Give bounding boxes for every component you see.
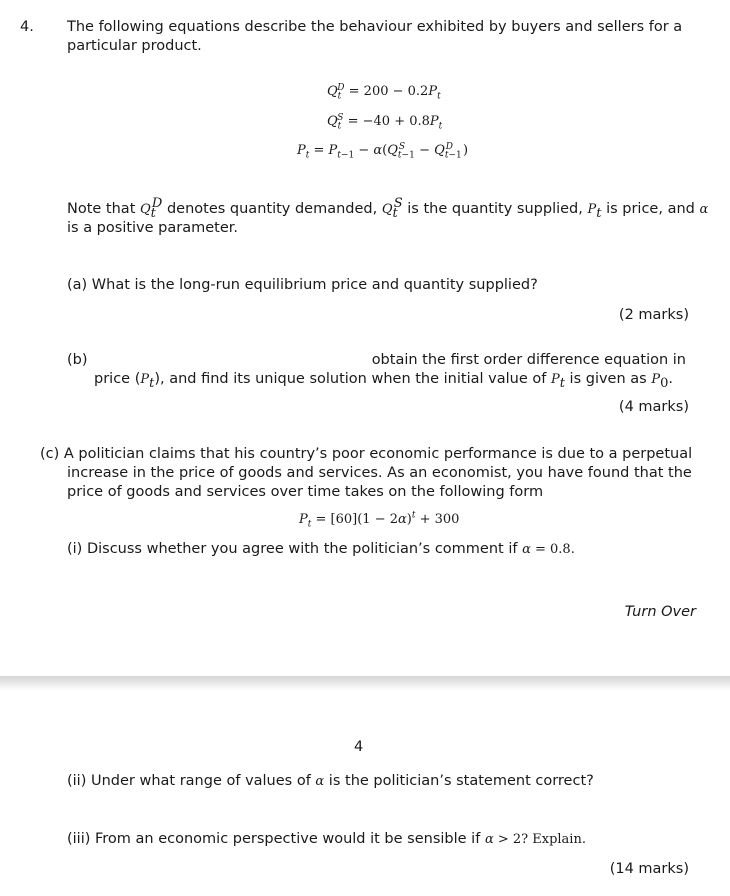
page-number: 4 bbox=[354, 739, 364, 755]
part-b-marks: (4 marks) bbox=[618, 399, 689, 415]
part-b-line-1: obtain the first order difference equation in bbox=[371, 352, 686, 368]
part-c-line-1: (c) A politician claims that his country’s poor economic performance is due to a perpetual bbox=[40, 446, 693, 462]
part-c-subquestion-iii: (iii) From an economic perspective would it be sensible if α > 2? Explain. bbox=[67, 831, 586, 847]
price-adjustment-equation: $P_t = P_{t-1} - \alpha(Q_{t-1}^S - Q_{t-1}^D$ ) bbox=[297, 141, 469, 161]
note-line-1: Note that $Q_t^D$ denotes quantity demanded, $Q_t^S$ is the quantity supplied, $P_t$ is price, and α bbox=[67, 196, 709, 221]
price-path-formula: $P_t = [60](1 - 2\alpha)^t + 300$ bbox=[299, 510, 460, 530]
part-c-line-2: increase in the price of goods and services. As an economist, you have found that the bbox=[67, 465, 692, 481]
part-c-marks: (14 marks) bbox=[609, 861, 689, 877]
page-divider bbox=[0, 676, 730, 690]
question-number: 4. bbox=[20, 19, 34, 35]
question-intro-line-1: The following equations describe the behaviour exhibited by buyers and sellers for a bbox=[67, 19, 683, 35]
part-c-subquestion-i: (i) Discuss whether you agree with the politician’s comment if α = 0.8. bbox=[67, 541, 575, 557]
part-b-label: (b) bbox=[67, 352, 88, 368]
part-c-line-3: price of goods and services over time takes on the following form bbox=[67, 484, 544, 500]
note-line-2: is a positive parameter. bbox=[67, 220, 238, 236]
part-a-question: (a) What is the long-run equilibrium price and quantity supplied? bbox=[67, 277, 538, 293]
part-a-marks: (2 marks) bbox=[618, 307, 689, 323]
part-b-line-2: price $(P_t)$, and find its unique solution when the initial value of $P_t$ is given as $P_0$. bbox=[94, 371, 673, 391]
part-c-subquestion-ii: (ii) Under what range of values of α is the politician’s statement correct? bbox=[67, 773, 594, 789]
supply-equation: $Q_t^S = -40 + 0.8P_t$ bbox=[327, 112, 443, 132]
turn-over-label: Turn Over bbox=[624, 604, 696, 620]
question-intro-line-2: particular product. bbox=[67, 38, 202, 54]
demand-equation: $Q_t^D = 200 - 0.2P_t$ bbox=[327, 82, 441, 102]
